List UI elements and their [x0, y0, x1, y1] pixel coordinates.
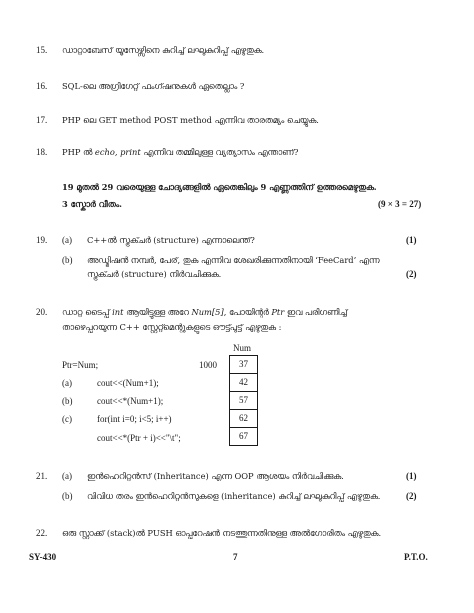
q16-number: 16. — [36, 81, 48, 91]
q20-number: 20. — [36, 307, 48, 317]
memory-cell: 42 — [229, 373, 258, 392]
q18-text-prefix: PHP ൽ — [62, 147, 95, 157]
q20c-code-line2: cout<<*(Ptr + i)<<"\t"; — [97, 433, 181, 443]
q19b-text-line1: അഡ്മിഷൻ നമ്പർ, പേര്, തുക എന്നിവ ശേഖരിക്കുന്നതിനായി ‘FeeCard’ എന്ന — [87, 255, 380, 265]
q20-text-line2: താഴെപ്പറയുന്ന C++ സ്റ്റേറ്റ്മെന്റുകളുടെ ഔട്ട്പുട്ട് എഴുതുക : — [62, 322, 282, 332]
memory-label: Num — [233, 343, 251, 353]
q19b-label: (b) — [62, 255, 73, 265]
q20-line1-part-d: ഇവ പരിഗണിച്ച് — [284, 307, 348, 317]
q21-number: 21. — [36, 471, 48, 481]
q20-line1-part-b: ആയിട്ടുള്ള അറേ — [123, 307, 192, 317]
q20-line1-italic-ptr: Ptr — [271, 307, 285, 317]
q19-number: 19. — [36, 235, 48, 245]
q20-line1-part-c: , പോയിന്റർ — [223, 307, 272, 317]
q20b-code: cout<<*(Num+1); — [97, 396, 164, 406]
q20c-code-line1: for(int i=0; i<5; i++) — [97, 414, 172, 424]
q20c-label: (c) — [62, 414, 72, 424]
footer-pto: P.T.O. — [404, 552, 428, 562]
q19a-marks: (1) — [406, 235, 417, 245]
q20a-code: cout<<(Num+1); — [97, 378, 159, 388]
q18-text-suffix: എന്നിവ തമ്മിലുള്ള വ്യത്യാസം എന്താണ്? — [140, 147, 299, 157]
memory-cell: 37 — [229, 355, 258, 374]
q19a-label: (a) — [62, 235, 72, 245]
q20b-label: (b) — [62, 396, 73, 406]
q18-number: 18. — [36, 147, 48, 157]
q22-text: ഒരു സ്റ്റാക്ക് (stack)ൽ PUSH ഓപ്പറേഷൻ നടത്തുന്നതിനുള്ള അൽഗോരിതം എഴുതുക. — [62, 528, 382, 538]
q20a-label: (a) — [62, 378, 72, 388]
q20-line1-part-a: ഡാറ്റ ടൈപ്പ് — [62, 307, 113, 317]
q18-text-italic: echo, print — [94, 147, 141, 157]
q20-text-line1 — [62, 307, 347, 318]
q15-text: ഡാറ്റാബേസ് യൂസേഴ്സിനെ കുറിച്ച് ലഘുകുറിപ്പ് എഴുതുക. — [62, 45, 265, 55]
q15-number: 15. — [36, 45, 48, 55]
memory-cell: 57 — [229, 391, 258, 410]
section-instruction-line1: 19 മുതൽ 29 വരെയുള്ള ചോദ്യങ്ങളിൽ ഏതെങ്കിലും 9 എണ്ണത്തിന് ഉത്തരമെഴുതുക. — [62, 182, 377, 192]
footer-exam-code: SY-430 — [29, 552, 57, 562]
q21b-text: വിവിധ തരം ഇൻഹെറിറ്റൻസുകളെ (inheritance) കുറിച്ച് ലഘുകുറിപ്പ് എഴുതുക. — [87, 491, 381, 501]
section-instruction-line2: 3 സ്കോർ വീതം. — [62, 199, 122, 209]
q19b-text-line2: സ്ട്രക്ചർ (structure) നിർവചിക്കുക. — [87, 269, 222, 279]
q20-statement-ptr: Ptr=Num; — [62, 360, 99, 370]
q21a-label: (a) — [62, 471, 72, 481]
q21b-label: (b) — [62, 491, 73, 501]
memory-address: 1000 — [199, 360, 217, 370]
section-marks: (9 × 3 = 27) — [378, 199, 422, 209]
memory-cell: 67 — [229, 427, 258, 446]
q21a-text: ഇൻഹെറിറ്റൻസ് (Inheritance) എന്ന OOP ആശയം നിർവചിക്കുക. — [87, 471, 344, 481]
q20-line1-italic-int: int — [112, 307, 124, 317]
q17-text: PHP ലെ GET method POST method എന്നിവ താരതമ്യം ചെയ്യുക. — [62, 115, 319, 125]
memory-cell: 62 — [229, 409, 258, 428]
q19a-text: C++ൽ സ്ട്രക്ചർ (structure) എന്നാലെന്ത്? — [87, 235, 255, 245]
q22-number: 22. — [36, 528, 48, 538]
q16-text: SQL-ലെ അഗ്രിഗേറ്റ് ഫംഗ്ഷനുകൾ ഏതെല്ലാം ? — [62, 81, 245, 91]
q18-text — [62, 147, 298, 158]
q21a-marks: (1) — [406, 471, 417, 481]
footer-page-number: 7 — [233, 552, 238, 562]
q17-number: 17. — [36, 115, 48, 125]
q20-line1-italic-num: Num[5] — [191, 307, 224, 317]
q21b-marks: (2) — [406, 491, 417, 501]
q19b-marks: (2) — [406, 269, 417, 279]
